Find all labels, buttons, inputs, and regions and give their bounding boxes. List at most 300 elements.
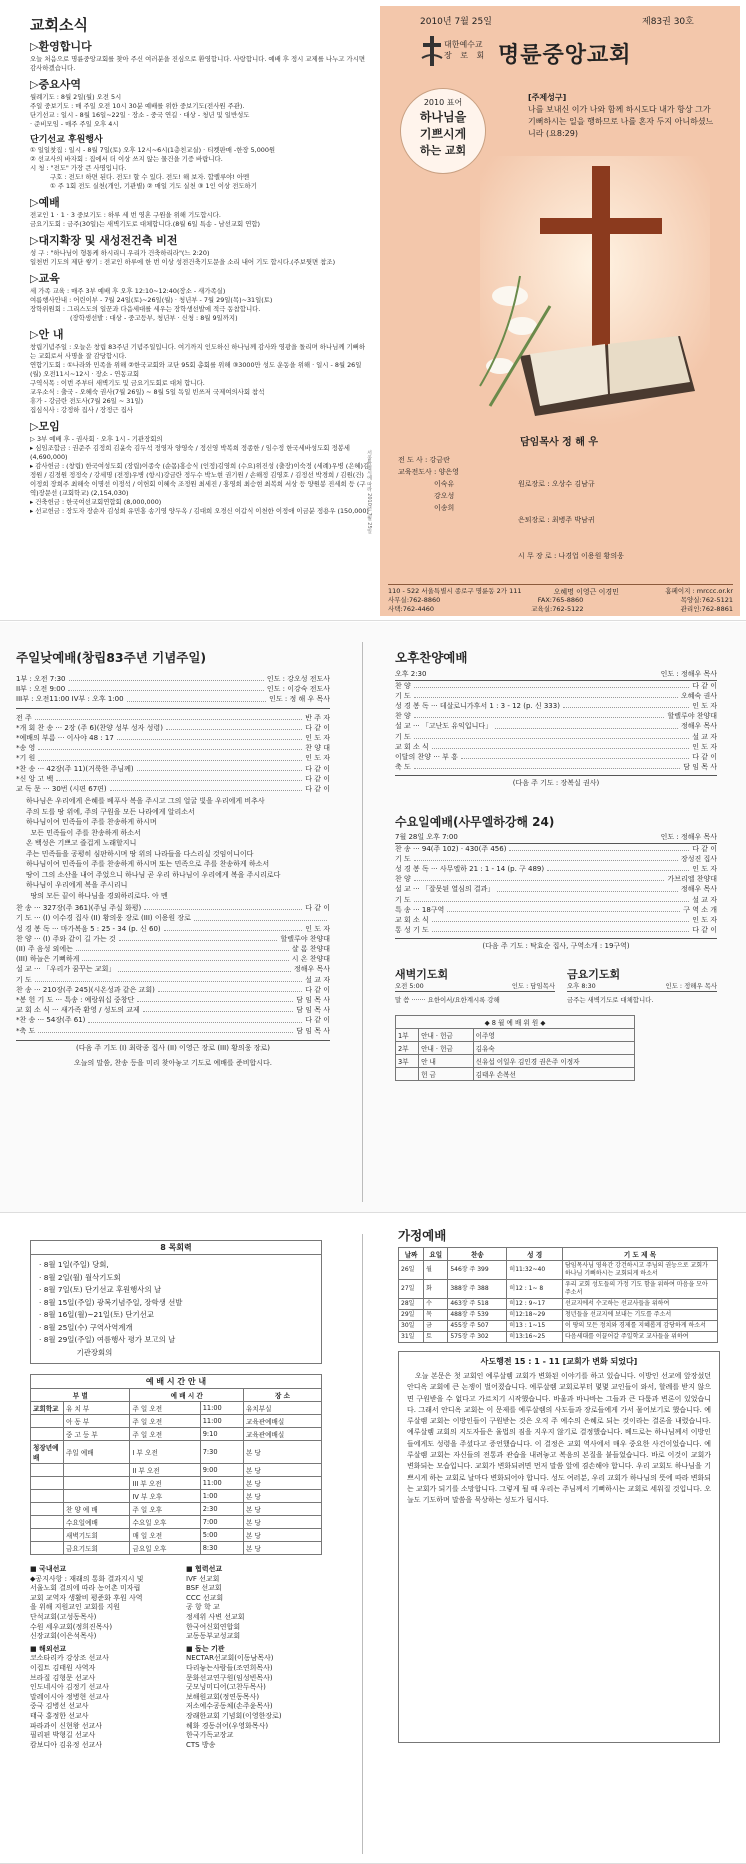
list-item: · 8월 2일(월) 월삭기도회: [39, 1272, 121, 1282]
phone-pastor: 목양실:762-5121: [680, 596, 733, 604]
table-cell: [31, 1529, 64, 1542]
order-item: 기 도: [395, 691, 411, 700]
preparation-note: 오늘의 말씀, 찬송 등을 미리 찾아놓고 기도로 예배를 준비합시다.: [73, 1059, 273, 1068]
table-row: [395, 854, 717, 864]
home-header-prayer: 기 도 제 목: [563, 1248, 718, 1261]
ministry-calendar-title: 8 목회력: [31, 1241, 322, 1255]
table-cell: [64, 1477, 130, 1490]
order-item: 찬 송 ··· 94(주 102) · 430(주 456): [395, 844, 507, 853]
group-list: [30, 435, 370, 516]
list-item: 연합기도회 : ①나라와 민족을 위해 ②한국교회와 교단 95회 총회를 위해 ③3000만 성도 운동을 위해 · 일시 - 8월 26일(월) 오전11시~12시 · 장소 - 연동교회: [30, 361, 362, 378]
homepage-link[interactable]: 홈페이지 : mrccc.or.kr: [665, 587, 733, 595]
list-item: 말레이시아 정병현 선교사: [30, 1692, 109, 1701]
list-item: 시 청 : "전도" 가장 큰 사명입니다.: [30, 164, 127, 172]
order-leader: 다 같 이: [305, 764, 330, 773]
missions-right: [186, 1565, 326, 1750]
table-cell: 29일: [399, 1310, 424, 1321]
table-cell: 2:30: [200, 1503, 243, 1516]
list-item: BSF 선교회: [186, 1584, 222, 1593]
phone-manager: 관리인:762-8861: [680, 605, 733, 613]
bulletin-front-page: [0, 0, 746, 621]
motto-year: 2010 표어: [423, 98, 463, 107]
list-item: 중국 김병선 선교사: [30, 1702, 89, 1711]
leader-dots: [38, 1032, 293, 1033]
table-row: [395, 844, 717, 854]
order-item: *송 영: [16, 744, 36, 753]
leader-dots: [497, 891, 678, 892]
order-item: (III) 하늘은 기뻐하게: [16, 955, 80, 964]
order-leader: 다 같 이: [305, 904, 330, 913]
schedule-header-place: 장 소: [244, 1389, 322, 1402]
list-item: ▷ 3부 예배 후 - 권사회 · 오후 1시 - 기관장회의: [30, 435, 163, 443]
coop-missions-list: [186, 1575, 326, 1642]
leader-dots: [414, 768, 681, 769]
order-item: 찬 양: [395, 712, 411, 721]
service-schedule-title: 예 배 시 간 안 내: [31, 1375, 322, 1389]
overseas-missions-list: [30, 1654, 180, 1750]
table-cell: 청년들을 선교지에 보내는 기도를 주소서: [563, 1310, 718, 1321]
leader-dots: [144, 909, 302, 910]
table-cell: 교육관예배실: [244, 1415, 322, 1428]
table-cell: 헌 금: [419, 1068, 474, 1081]
table-cell: 수: [424, 1299, 448, 1310]
list-item: 인도네시아 김정기 선교사: [30, 1683, 109, 1692]
events-list: [30, 93, 370, 129]
domestic-missions-list: [30, 1575, 180, 1642]
leader-dots: [509, 850, 689, 851]
divider: [395, 938, 717, 939]
table-row: [395, 915, 717, 925]
table-row: [399, 1261, 718, 1280]
order-leader: 가브리엘 찬양대: [667, 875, 717, 884]
table-row: [16, 684, 330, 694]
home-worship-title: 가정예배: [398, 1228, 447, 1243]
leader-dots: [118, 971, 291, 972]
order-leader: 설 교 자: [692, 895, 717, 904]
leader-dots: [414, 880, 665, 881]
dawn-prayer-time: 오전 5:00: [395, 982, 424, 991]
order-item: 교 독 문 ··· 30번 (시편 67편): [16, 785, 107, 794]
list-item: 주일 중보기도 : 매 주일 오전 10시 30분 예배를 위한 중보기도(전사원 주관).: [30, 102, 245, 110]
order-leader: 다 같 이: [692, 681, 717, 690]
sermon-text: 오늘 본문은 첫 교회인 예루살렘 교회가 변화된 이야기를 하고 있습니다. 이방인 선교에 앞장섰던 안디옥 교회에 큰 논쟁이 벌어졌습니다. 예루살렘 교회로부터 몇몇 교인들이 와서, 할례를 받지 않으면 구원받을 수 없다고 가르치기 시작했습니다. 바울과 바나바는 그들과 큰 다툼과 변론이 있었습니다. 그래서 안디옥 교회는 이 문제를 예루살렘의 사도들과 장로들에게 가서 물어보기로 했습니다. 예루살렘 교회는 이방인들이 구원받는 것은 오직 주 예수의 은혜로 되는 것이라는 결론을 내렸습니다. 예루살렘 교회의 지도자들은 율법의 짐을 지우지 않기로 결정했습니다. 베드로는 하나님께서 이방인들에게도 성령을 주셨다고 증언했습니다. 이 결정은 교회 역사에서 매우 중요한 사건이었습니다. 예루살렘 교회는 자신들의 전통과 관습을 내려놓고 복음의 본질을 붙들었습니다. 바로 이것이 교회가 변화되는 모습입니다. 교회가 변화되려면 먼저 말씀 앞에 겸손해야 합니다. 우리 교회도 하나님을 기쁘시게 하는 교회로 날마다 변화되어야 합니다. 성도 여러분, 우리 교회가 하나님의 뜻에 따라 변화되는 교회가 되기를 소망합니다. 그렇게 될 때 우리는 주님께서 기뻐하시는 교회로 세워질 것입니다. 오늘도 기도하며 말씀을 묵상하는 성도가 됩시다.: [407, 1372, 711, 1505]
order-leader: 다 같 이: [692, 926, 717, 935]
table-cell: 11:00: [200, 1477, 243, 1490]
table-row: [395, 762, 717, 772]
table-cell: 본 당: [244, 1516, 322, 1529]
order-leader: 할렐루야 찬양대: [667, 712, 717, 721]
table-cell: 신유섭 이일우 김인경 권은주 이정자: [473, 1055, 634, 1068]
leader-dots: [56, 780, 302, 781]
list-item: ▸ 선교헌금 : 장도자 장순자 김성희 유민홍 송기영 양두옥 / 김대희 오경신 이갑식 이천한 이정애 이금분 정용우 (150,000): [30, 507, 369, 515]
list-item: ▸ 감사헌금 : (창립) 한국여성도회 (장립)이종숙 (순몸)홍승식 (인정)김영희 (수요)위진성 (출장)이숙정 (세례)우병 (은혜)김정원 / 김정원 정정숙 / 강세명 (전정)우병 (항시)강금란 정두수 박노현 권기원 / 손해정 김영호 / 김정선 박경희 / 김원(건)이정희 장희주 최해숙 이명선 이정석 / 이헌회 이혜숙 조정원 최세진 / 홍영희 최승현 최복희 서상 등 양원봉 진세희 등 (구역)장문선 (교회학교) (2,154,030): [30, 462, 370, 497]
list-item: 하나님은 우리에게 은혜를 베푸사 복을 주시고 그의 얼굴 빛을 우리에게 비추사: [26, 797, 265, 806]
table-row: [16, 995, 330, 1005]
table-cell: 중 고 등 부: [64, 1428, 130, 1441]
leader-dots: [432, 748, 690, 749]
list-item: 보해원교회(정연동목사): [186, 1692, 260, 1701]
table-cell: [64, 1464, 130, 1477]
table-cell: [31, 1415, 64, 1428]
order-leader: 샬 롬 찬양대: [291, 945, 330, 954]
support-org-list: [186, 1654, 326, 1750]
table-cell: 선교지에서 수고하는 선교사들을 위하여: [563, 1299, 718, 1310]
schedule-header-time: 예 배 시 간: [130, 1389, 244, 1402]
table-cell: 1:00: [200, 1490, 243, 1503]
wednesday-next: (다음 주 기도 : 탁효순 집사, 구역소개 : 19구역): [482, 942, 630, 951]
table-row: [16, 713, 330, 723]
cross-bible-illustration: [480, 156, 710, 426]
list-item: 땅의 모든 끝이 하나님을 경외하리로다. 아 멘: [26, 891, 168, 900]
table-cell: 수요일예배: [64, 1516, 130, 1529]
overseas-missions-heading: ■ 해외선교: [30, 1644, 67, 1653]
leader-dots: [447, 911, 680, 912]
list-item: 구호 : 전도! 하면 된다. 전도! 할 수 있다. 전도! 해 보자. 합렐루야! 아멘: [50, 173, 250, 181]
order-leader: 담 임 목 사: [683, 763, 717, 772]
table-row: [395, 864, 717, 874]
list-item: 장래한교회 기념회(이영한장로): [186, 1711, 282, 1720]
table-row: [16, 954, 330, 964]
leader-dots: [194, 920, 327, 921]
list-item: · 8월 1일(주일) 당회,: [39, 1260, 109, 1269]
dawn-prayer-text: 말 씀 ······· 요한이서/요한계시록 강해: [395, 996, 500, 1005]
afternoon-time: [395, 670, 717, 681]
order-item: 찬 송 ··· 327장(주 361)(주님 주실 화평): [16, 904, 142, 913]
table-cell: 본 당: [244, 1503, 322, 1516]
table-cell: 이주영: [473, 1029, 634, 1042]
table-row: [16, 924, 330, 934]
afternoon-next-prayer: (다음 주 기도 : 장복실 권사): [512, 779, 600, 788]
leader-dots: [414, 697, 678, 698]
column-divider: [362, 642, 363, 1202]
address: 110 - 522 서울특별시 종로구 명륜동 2가 111: [388, 587, 522, 595]
list-item: 온 백성은 기쁘고 즐겁게 노래할지니: [26, 839, 137, 848]
order-leader: 인 도 자: [692, 702, 717, 710]
order-leader: 다 같 이: [305, 785, 330, 794]
bulletin-date: 2010년 7월 25일: [420, 17, 492, 27]
news-title: 교회소식: [30, 16, 88, 34]
list-item: 저소예수공동체(손주윤목사): [186, 1702, 273, 1711]
order-leader: 설 교 자: [692, 732, 717, 741]
vision-list: [30, 249, 370, 267]
table-cell: 본 당: [244, 1529, 322, 1542]
order-leader: 다 같 이: [305, 1016, 330, 1025]
order-item: 설 교 ··· 「고난도 유익입니다」: [395, 722, 493, 731]
table-cell: 아 동 부: [64, 1415, 130, 1428]
list-item: 장학위원회 : 그리스도의 일꾼과 다음세대를 세우는 장학생선발에 적극 동참합니다.: [30, 305, 261, 313]
order-leader: 장성진 집사: [680, 854, 717, 863]
table-cell: 안내 · 헌금: [419, 1042, 474, 1055]
dawn-prayer-title: 새벽기도회: [395, 968, 449, 982]
order-leader: 찬 양 대: [305, 744, 330, 753]
table-cell: 토: [424, 1332, 448, 1343]
friday-prayer-title: 금요기도회: [567, 968, 621, 982]
table-cell: 주 일 오후: [130, 1503, 200, 1516]
afternoon-order: [395, 681, 717, 773]
table-cell: 화: [424, 1280, 448, 1299]
table-cell: [31, 1477, 64, 1490]
list-item: 굿모닝미디어(고찬두목사): [186, 1683, 266, 1692]
welcome-heading: ▷환영합니다: [30, 40, 92, 53]
order-item: III부 : 오전11:00 IV부 : 오후 1:00: [16, 695, 124, 704]
list-item: 집심식사 : 강정하 집사 / 장정근 집사: [30, 406, 133, 414]
list-item: ◆공지사항 : 재래의 통화 결과지시 및: [30, 1574, 144, 1583]
list-item: 한국여신회연합회: [186, 1622, 241, 1631]
table-cell: 8:30: [200, 1542, 243, 1555]
table-row: [399, 1310, 718, 1321]
table-cell: 388장 주 388: [448, 1280, 507, 1299]
list-item: · 8월 15일(주일) 광복기념주일, 장학생 선발: [39, 1297, 183, 1307]
staff-item: 교육전도사 : 양은영: [398, 468, 459, 476]
table-cell: [396, 1068, 419, 1081]
list-item: 금요기도회 : 금주(30일)는 새벽기도로 대체합니다.(8월 6일 특송 - 남선교회 연합): [30, 220, 261, 228]
table-cell: 새벽기도회: [64, 1529, 130, 1542]
table-row: [31, 1415, 322, 1428]
order-item: 찬 양 ··· (I) 주와 같이 길 가는 것: [16, 934, 116, 943]
service-schedule-table: [30, 1374, 322, 1555]
table-cell: 유치부실: [244, 1402, 322, 1415]
table-row: [16, 964, 330, 974]
order-leader: 다 같 이: [305, 774, 330, 783]
table-row: [395, 925, 717, 935]
list-item: (장학생선발 : 대상 - 중고등부, 청년부 · 신청 : 8월 9일까지): [70, 314, 238, 322]
friday-prayer-text: 금주는 새벽기도로 대체합니다.: [567, 996, 654, 1005]
worship-order: [16, 713, 330, 795]
order-item: 찬 양: [395, 681, 411, 690]
table-row: [31, 1441, 322, 1464]
table-cell: 본 당: [244, 1477, 322, 1490]
order-item: 전 주: [16, 713, 32, 722]
table-cell: [31, 1516, 64, 1529]
table-cell: 575장 주 302: [448, 1332, 507, 1343]
order-item: *축 도: [16, 1026, 36, 1035]
leader-dots: [143, 1011, 294, 1012]
order-leader: 인 도 자: [692, 742, 717, 751]
list-item: 캄보디아 김유정 선교사: [30, 1740, 103, 1749]
home-header-scripture: 성 경: [507, 1248, 563, 1261]
leader-dots: [461, 758, 689, 759]
group-heading: ▷모임: [30, 420, 60, 433]
list-item: CTS 방송: [186, 1740, 216, 1749]
list-item: 구역식목 : 이번 주부터 새벽기도 및 금요기도회로 대처 합니다.: [30, 379, 205, 387]
leader-dots: [35, 981, 303, 982]
worship-committee-table: [395, 1015, 635, 1081]
order-item: *예배의 부름 ··· 이사야 48 : 17: [16, 734, 114, 743]
table-row: [395, 874, 717, 884]
list-item: CCC 선교회: [186, 1593, 224, 1602]
list-item: 교회 교역자 생활비 평준화 후원 사역: [30, 1593, 143, 1602]
list-item: 단석교회(고성동목사): [30, 1612, 97, 1621]
wednesday-time: [395, 833, 717, 844]
committee-heading: ◆ 8 월 예 배 위 원 ◆: [396, 1016, 635, 1029]
wednesday-worship-title: 수요일예배(사무엘하강해 24): [395, 815, 555, 830]
table-cell: 27일: [399, 1280, 424, 1299]
staff-left: [398, 454, 459, 514]
list-item: 땅이 그의 소산을 내어 주었으니 하나님 곧 우리 하나님이 우리에게 복을 주시리로다: [26, 870, 281, 879]
list-item: NECTAR선교회(이동남목사): [186, 1654, 274, 1663]
missions-left: [30, 1565, 180, 1750]
sunday-worship-column: [16, 648, 330, 1069]
table-cell: 김태우 손복선: [473, 1068, 634, 1081]
table-cell: 30일: [399, 1321, 424, 1332]
schedule-header-division: 부 별: [31, 1389, 130, 1402]
wednesday-time-value: 7월 28일 오후 7:00: [395, 833, 458, 842]
list-item: 수원 세우교회(정희진목사): [30, 1622, 113, 1631]
table-cell: 9:00: [200, 1464, 243, 1477]
list-item: ▸ 건축헌금 : 한국여선교회연합회 (8,000,000): [30, 498, 162, 506]
home-worship-column: [398, 1226, 720, 1743]
list-item: 정세위 사변 선교회: [186, 1612, 245, 1621]
leader-dots: [38, 749, 302, 750]
welcome-text: 오늘 처음으로 명륜중앙교회를 찾아 주신 여러분을 진심으로 환영합니다. 사랑합니다. 예배 후 정시 교제를 나누고 가시면 감사하겠습니다.: [30, 55, 365, 72]
prayer-meetings: [395, 966, 717, 1005]
friday-prayer: [567, 966, 717, 1005]
table-row: [16, 784, 330, 794]
order-leader: 인도 : 이강숙 전도사: [266, 685, 330, 694]
list-item: 이집트 김태원 사역자: [30, 1663, 96, 1672]
list-item: 주의 도를 땅 위에, 주의 구원을 모든 나라에게 알리소서: [26, 807, 195, 816]
staff-item: 원로장로 : 오상수 김남규: [518, 480, 595, 488]
order-leader: 인 도 자: [692, 916, 717, 925]
leader-dots: [495, 728, 678, 729]
list-item: 성 구 : "하나님이 형통케 하시리니 우리가 건축하리라"(느 2:20): [30, 249, 210, 257]
table-cell: 금요기도회: [64, 1542, 130, 1555]
order-leader: 정해우 목사: [680, 885, 717, 894]
home-header-date: 날짜: [399, 1248, 424, 1261]
table-cell: 금요일 오후: [130, 1542, 200, 1555]
bulletin-back-page: [0, 1214, 746, 1864]
list-item: 파라과이 신현왕 선교사: [30, 1721, 103, 1730]
table-cell: 담임목사님 영육간 강건하시고 주님의 권능으로 교회가 하나님 기뻐하시는 교회되게 하소서: [563, 1261, 718, 1280]
table-row: [16, 903, 330, 913]
home-header-hymn: 찬송: [448, 1248, 507, 1261]
side-note: 서울특별시에 따라 2010년 7월 25일: [366, 450, 372, 534]
motto-badge: [400, 88, 486, 174]
list-item: ▸ 심임조합금 : 권준주 김정희 김윤숙 김두석 정영자 양영숙 / 정신영 박복희 정종한 / 임수정 한국세바성도회 정봉세(4,690,000): [30, 444, 350, 461]
friday-prayer-time: 오후 8:30: [567, 982, 596, 991]
staff-item: 전 도 사 : 강금란: [398, 456, 450, 464]
leader-dots: [137, 1001, 293, 1002]
table-row: [16, 694, 330, 704]
table-cell: 안내 · 헌금: [419, 1029, 474, 1042]
order-item: 기 도: [395, 732, 411, 741]
order-item: 기 도: [16, 975, 32, 984]
table-cell: 매 일 오전: [130, 1529, 200, 1542]
table-row: [396, 1055, 635, 1068]
domestic-missions-heading: ■ 국내선교: [30, 1565, 67, 1573]
order-item: *찬 송 ··· 42장(주 11)(거룩한 주님께): [16, 764, 134, 773]
order-leader: 담 임 목 사: [296, 1006, 330, 1015]
denomination: [444, 39, 487, 61]
motto-line-3: 하는 교회: [419, 144, 467, 157]
table-row: [399, 1299, 718, 1310]
contact-footer: [388, 584, 733, 614]
notice-list: [30, 343, 370, 415]
table-row: [16, 985, 330, 995]
table-cell: 히12 : 1~ 8: [507, 1280, 563, 1299]
church-name: 명륜중앙교회: [498, 43, 632, 68]
list-item: 태국 홍정한 선교사: [30, 1711, 89, 1720]
table-cell: 히13:16~25: [507, 1332, 563, 1343]
home-worship-table: [398, 1247, 718, 1343]
afternoon-leader: 인도 : 정해우 목사: [660, 670, 717, 678]
table-cell: 월: [424, 1261, 448, 1280]
table-row: [16, 1005, 330, 1015]
news-column: [30, 14, 370, 516]
order-leader: 시 온 찬양대: [291, 955, 330, 964]
table-row: [31, 1464, 322, 1477]
table-cell: [31, 1503, 64, 1516]
list-item: 공 항 학 교: [186, 1603, 220, 1612]
next-prayer: (다음 주 기도 (I) 최락종 집사 (II) 이영근 장로 (III) 황의웅 장로): [76, 1043, 270, 1052]
list-item: ① 주 1회 전도 실천(개인, 기관별) ② 매일 기도 실천 ③ 1인 이상 전도하기: [50, 182, 257, 190]
list-item: 기관장회의: [39, 1347, 113, 1357]
leader-dots: [117, 739, 302, 740]
table-cell: 7:00: [200, 1516, 243, 1529]
table-row: [31, 1428, 322, 1441]
ministry-calendar: [30, 1240, 322, 1364]
info-column: [30, 1240, 330, 1750]
afternoon-worship-title: 오후찬양예배: [395, 650, 468, 665]
table-cell: 455장 주 507: [448, 1321, 507, 1332]
sermon-title: 사도행전 15 : 1 - 11 [교회가 변화 되었다]: [480, 1357, 638, 1366]
table-cell: 안 내: [419, 1055, 474, 1068]
table-cell: 5:00: [200, 1529, 243, 1542]
support-heading: 단기선교 후원행사: [30, 135, 103, 145]
table-cell: 28일: [399, 1299, 424, 1310]
leader-dots: [563, 707, 689, 708]
weekday-column: [395, 648, 717, 1081]
table-cell: 11:00: [200, 1402, 243, 1415]
home-header-day: 요일: [424, 1248, 448, 1261]
edu-heading: ▷교육: [30, 272, 60, 285]
order-item: 성 경 봉 독 ··· 사무엘하 21 : 1 - 14 (p. 구 489): [395, 865, 545, 874]
senior-pastor: 담임목사 정 해 우: [520, 437, 599, 448]
table-row: [399, 1321, 718, 1332]
list-item: · 8월 7일(토) 단기선교 후원행사의 날: [39, 1285, 162, 1294]
vision-heading: ▷대지확장 및 새성전건축 비전: [30, 234, 178, 247]
list-item: 월례기도 : 8월 2일(월) 오전 5시: [30, 93, 122, 101]
leader-dots: [432, 931, 690, 932]
list-item: 단기선교 : 일시 - 8월 16일~22일 · 장소 - 중국 연길 · 대상 - 청년 및 일반성도: [30, 111, 250, 119]
worship-order-continued: [16, 903, 330, 1036]
list-item: 일천번 기도의 제단 쌓기 : 전교인 하루에 한 번 이상 성전건축기도문을 소리 내어 기도 합시다.(주보뒷면 참조): [30, 258, 336, 266]
bulletin-worship-page: [0, 622, 746, 1213]
order-leader: 다 같 이: [305, 723, 330, 732]
leader-dots: [69, 680, 264, 681]
order-leader: 인 도 자: [692, 865, 717, 874]
list-item: · 준비모임 - 매주 주일 오후 4시: [30, 120, 119, 128]
wednesday-order: [395, 844, 717, 936]
edu-list: [30, 287, 370, 323]
table-row: [16, 723, 330, 733]
order-leader: 다 같 이: [692, 844, 717, 853]
sermon-box: [398, 1351, 720, 1743]
table-row: [395, 884, 717, 894]
list-item: 한국기독교장교: [186, 1731, 234, 1740]
table-cell: 주 일 오전: [130, 1428, 200, 1441]
order-leader: 인도 : 정 해 우 목사: [269, 695, 330, 704]
order-item: (II) 주 음성 외에는: [16, 945, 73, 954]
order-item: II부 : 오전 9:00: [16, 685, 66, 694]
list-item: 을 위해 지원교인 교회를 지원: [30, 1603, 121, 1612]
notice-heading: ▷안 내: [30, 328, 64, 341]
table-row: [396, 1042, 635, 1055]
table-row: [31, 1529, 322, 1542]
order-leader: 설 교 자: [305, 975, 330, 984]
table-row: [31, 1516, 322, 1529]
leader-dots: [110, 790, 303, 791]
